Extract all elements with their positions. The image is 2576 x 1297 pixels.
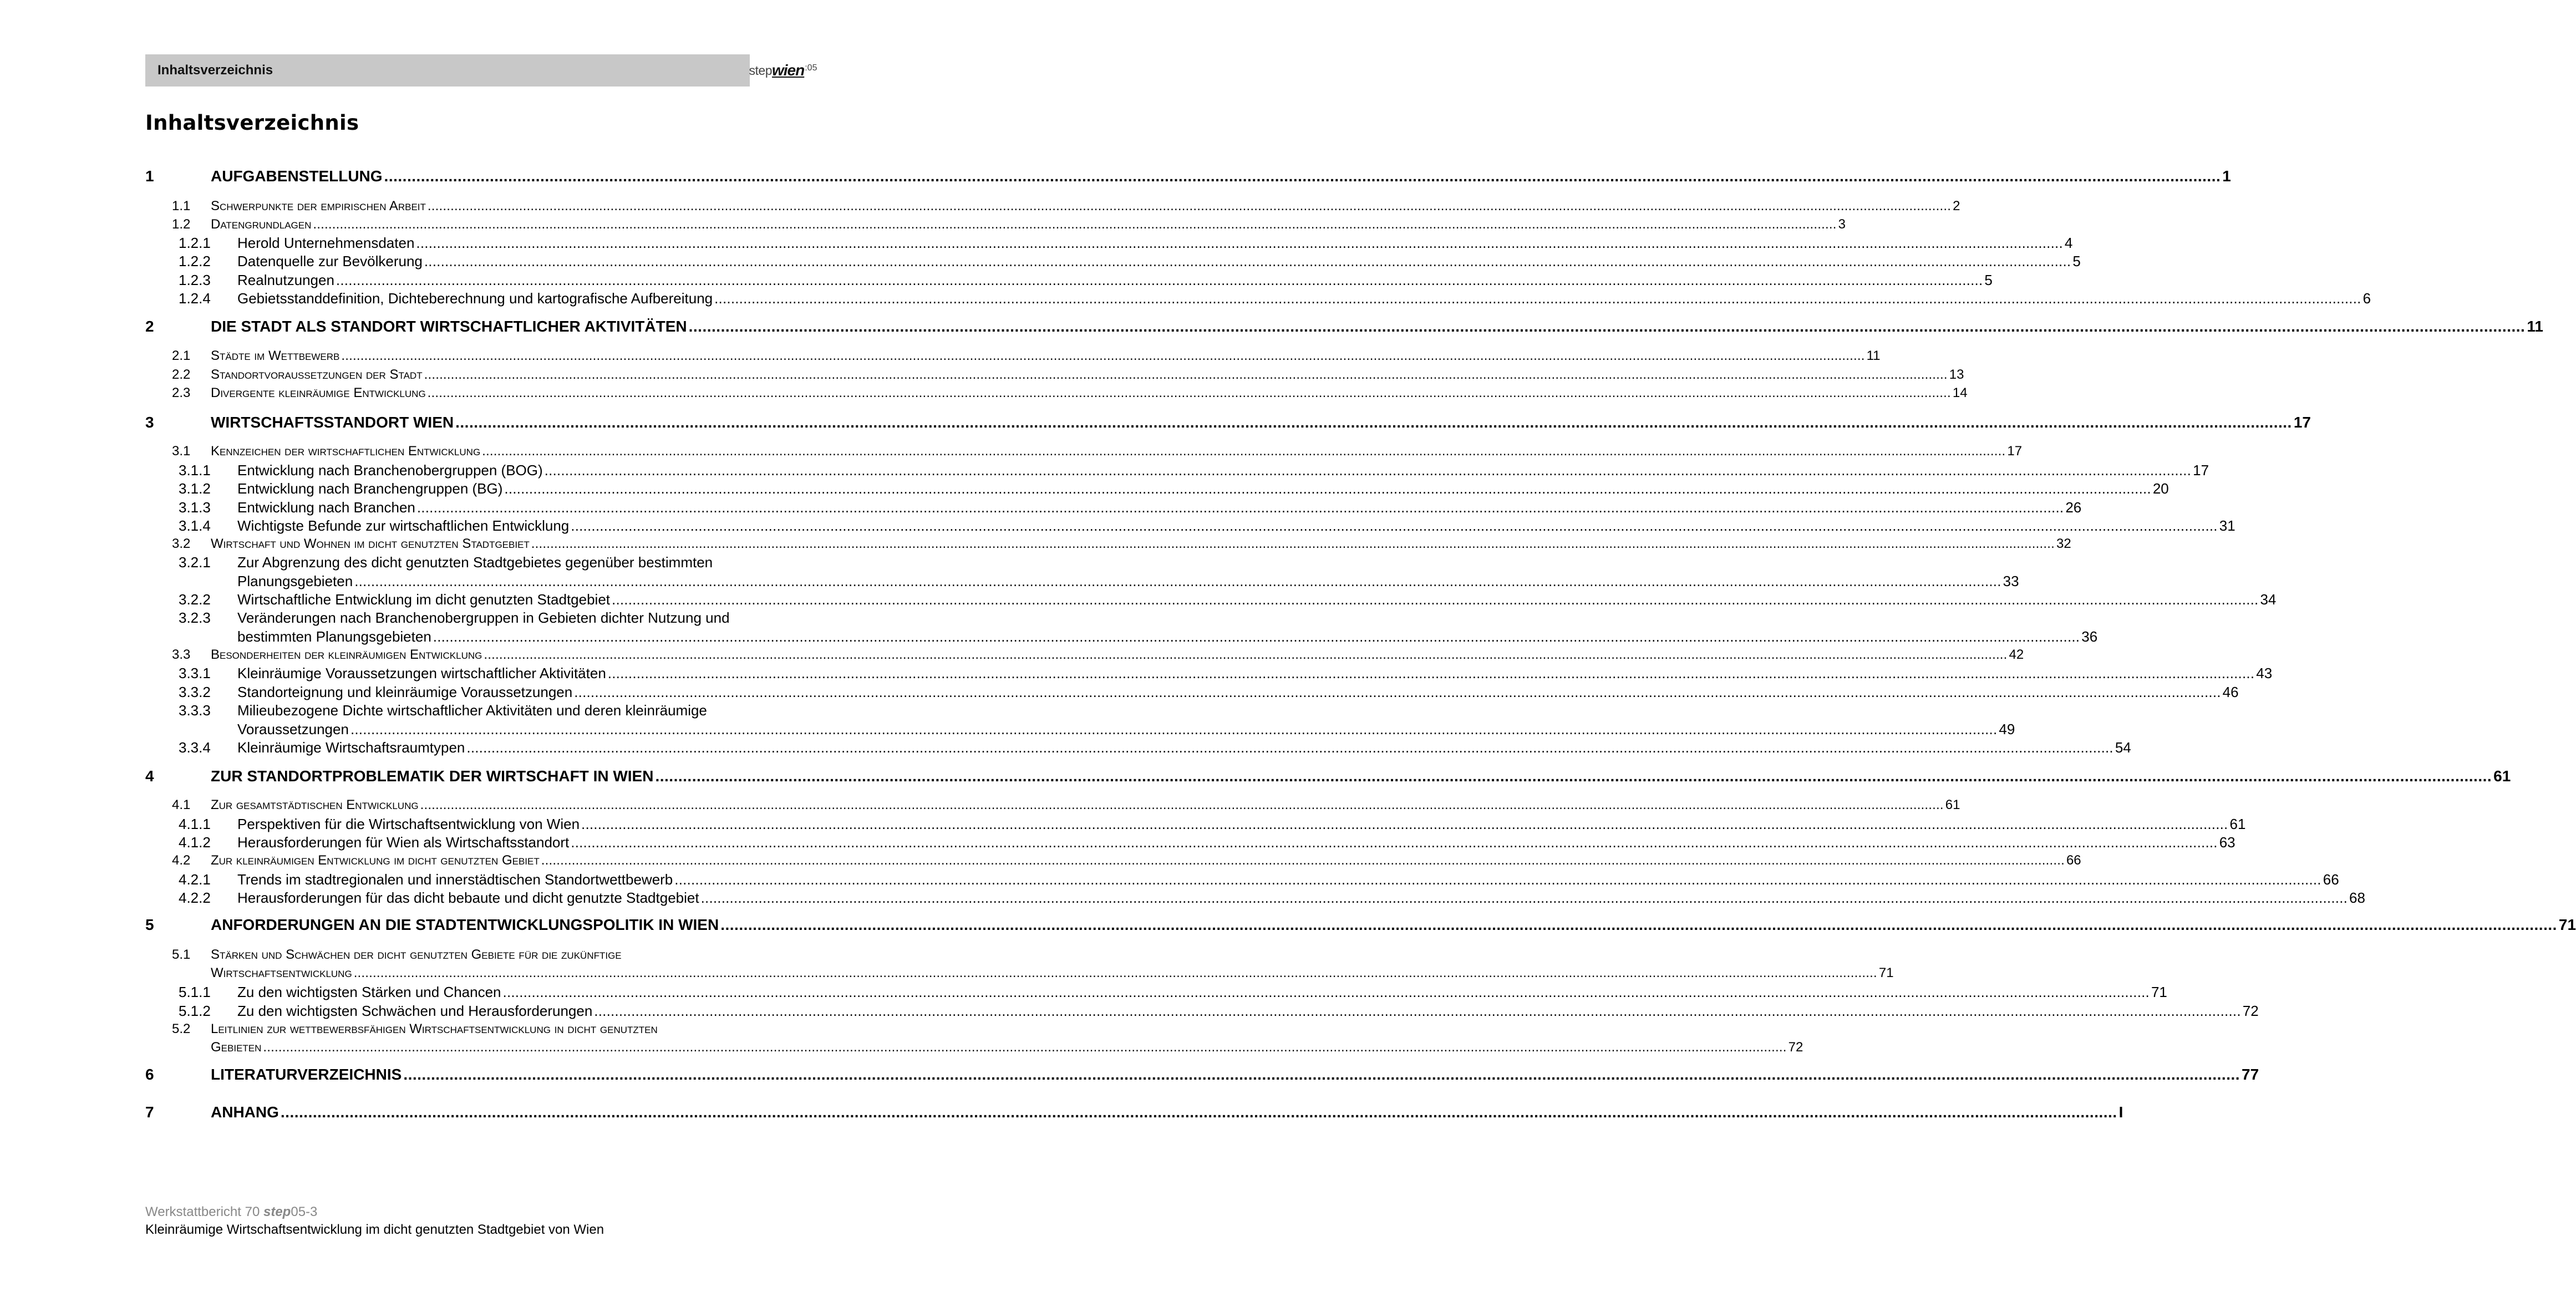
toc-page-number: 66 bbox=[2066, 853, 2081, 868]
toc-entry-subsection[interactable] bbox=[179, 253, 2081, 270]
toc-leader-dots: ................................................................................................................................................................................................................................................................................................................................................................................................................ bbox=[336, 272, 1983, 288]
toc-title: Gebietsstanddefinition, Dichteberechnung und kartografische Aufbereitung bbox=[237, 290, 713, 307]
toc-entry-section[interactable] bbox=[172, 853, 2081, 868]
toc-number: 3.2.3 bbox=[179, 609, 211, 626]
toc-title: Entwicklung nach Branchengruppen (BG) bbox=[237, 480, 503, 497]
toc-leader-dots: ................................................................................................................................................................................................................................................................................................................................................................................................................ bbox=[612, 591, 2259, 608]
toc-title: Kennzeichen der wirtschaftlichen Entwicklung bbox=[211, 444, 481, 459]
toc-leader-dots: ................................................................................................................................................................................................................................................................................................................................................................................................................ bbox=[541, 853, 2065, 868]
toc-number: 3 bbox=[145, 414, 154, 431]
toc-title: DIE STADT ALS STANDORT WIRTSCHAFTLICHER AKTIVITÄTEN bbox=[211, 318, 687, 335]
toc-page-number: 71 bbox=[2558, 916, 2576, 933]
toc-number: 3.3.1 bbox=[179, 665, 211, 681]
toc-entry-subsection[interactable] bbox=[179, 517, 2235, 535]
toc-number: 3.1.4 bbox=[179, 517, 211, 534]
toc-number: 4.1.1 bbox=[179, 816, 211, 832]
toc-entry-subsection[interactable] bbox=[179, 290, 2371, 307]
toc-title: Veränderungen nach Branchenobergruppen in Gebieten dichter Nutzung und bbox=[237, 609, 730, 626]
toc-page-number: 72 bbox=[2242, 1003, 2259, 1019]
toc-entry-chapter[interactable] bbox=[145, 318, 2543, 335]
toc-number: 5.2 bbox=[172, 1021, 191, 1036]
toc-entry-subsection-continuation[interactable] bbox=[179, 721, 2015, 738]
page-title: Inhaltsverzeichnis bbox=[145, 111, 359, 135]
toc-number: 3.3.3 bbox=[179, 702, 211, 719]
toc-leader-dots: ................................................................................................................................................................................................................................................................................................................................................................................................................ bbox=[466, 739, 2113, 756]
toc-title: ANHANG bbox=[211, 1103, 279, 1121]
toc-page-number: 32 bbox=[2056, 536, 2071, 551]
toc-number: 2.1 bbox=[172, 348, 191, 363]
toc-title: Standorteignung und kleinräumige Voraussetzungen bbox=[237, 684, 573, 700]
toc-title: Schwerpunkte der empirischen Arbeit bbox=[211, 199, 426, 213]
toc-title: Zur kleinräumigen Entwicklung im dicht genutzten Gebiet bbox=[211, 853, 540, 868]
toc-entry-chapter[interactable] bbox=[145, 916, 2576, 934]
toc-number: 1.2.3 bbox=[179, 272, 211, 288]
toc-entry-subsection[interactable] bbox=[179, 499, 2082, 516]
toc-entry-section[interactable] bbox=[172, 647, 2024, 663]
toc-title: Milieubezogene Dichte wirtschaftlicher Aktivitäten und deren kleinräumige bbox=[237, 702, 707, 719]
toc-page-number: 17 bbox=[2193, 462, 2209, 479]
toc-title: Wichtigste Befunde zur wirtschaftlichen Entwicklung bbox=[237, 517, 570, 534]
toc-page-number: 61 bbox=[2493, 767, 2511, 785]
toc-number: 4.2 bbox=[172, 853, 191, 868]
footer-report-suffix: 05-3 bbox=[291, 1204, 318, 1219]
toc-leader-dots: ................................................................................................................................................................................................................................................................................................................................................................................................................ bbox=[384, 167, 2221, 185]
toc-leader-dots: ................................................................................................................................................................................................................................................................................................................................................................................................................ bbox=[688, 318, 2526, 335]
toc-title-continuation: Planungsgebieten bbox=[237, 573, 353, 589]
toc-leader-dots: ................................................................................................................................................................................................................................................................................................................................................................................................................ bbox=[574, 684, 2221, 700]
toc-page-number: 2 bbox=[1953, 199, 1960, 213]
toc-page-number: 71 bbox=[1878, 965, 1894, 980]
toc-title: Zur gesamtstädtischen Entwicklung bbox=[211, 797, 419, 812]
toc-leader-dots: ................................................................................................................................................................................................................................................................................................................................................................................................................ bbox=[700, 889, 2348, 906]
toc-title: Datengrundlagen bbox=[211, 217, 312, 232]
toc-entry-chapter[interactable] bbox=[145, 1103, 2123, 1121]
toc-leader-dots: ................................................................................................................................................................................................................................................................................................................................................................................................................ bbox=[424, 367, 1948, 382]
toc-entry-subsection-first-line[interactable] bbox=[179, 702, 707, 719]
toc-number: 3.1.1 bbox=[179, 462, 211, 479]
toc-page-number: 46 bbox=[2222, 684, 2239, 700]
toc-number: 4.1.2 bbox=[179, 834, 211, 851]
toc-leader-dots: ................................................................................................................................................................................................................................................................................................................................................................................................................ bbox=[455, 414, 2292, 431]
logo-step-text: step bbox=[749, 63, 772, 78]
toc-number: 1.2.2 bbox=[179, 253, 211, 269]
toc-leader-dots: ................................................................................................................................................................................................................................................................................................................................................................................................................ bbox=[416, 499, 2064, 516]
footer-document-title: Kleinräumige Wirtschaftsentwicklung im dicht genutzten Stadtgebiet von Wien bbox=[145, 1222, 604, 1237]
toc-number: 2.3 bbox=[172, 385, 191, 400]
toc-leader-dots: ................................................................................................................................................................................................................................................................................................................................................................................................................ bbox=[581, 816, 2228, 832]
toc-entry-section[interactable] bbox=[172, 536, 2071, 552]
toc-entry-section[interactable] bbox=[172, 348, 1881, 364]
toc-number: 3.1.2 bbox=[179, 480, 211, 497]
toc-number: 1 bbox=[145, 167, 154, 185]
toc-number: 2.2 bbox=[172, 367, 191, 382]
toc-leader-dots: ................................................................................................................................................................................................................................................................................................................................................................................................................ bbox=[280, 1103, 2117, 1121]
toc-page-number: 77 bbox=[2242, 1066, 2259, 1083]
toc-title: Entwicklung nach Branchenobergruppen (BOG) bbox=[237, 462, 543, 479]
toc-title: WIRTSCHAFTSSTANDORT WIEN bbox=[211, 414, 454, 431]
toc-leader-dots: ................................................................................................................................................................................................................................................................................................................................................................................................................ bbox=[571, 517, 2218, 534]
toc-entry-section-continuation[interactable] bbox=[172, 965, 1894, 981]
toc-page-number: 20 bbox=[2152, 480, 2169, 497]
toc-leader-dots: ................................................................................................................................................................................................................................................................................................................................................................................................................ bbox=[482, 444, 2006, 459]
toc-title-continuation: Voraussetzungen bbox=[237, 721, 349, 737]
toc-title: Leitlinien zur wettbewerbsfähigen Wirtschaftsentwicklung in dicht genutzten bbox=[211, 1021, 658, 1036]
toc-leader-dots: ................................................................................................................................................................................................................................................................................................................................................................................................................ bbox=[484, 647, 2008, 662]
toc-number: 3.3.4 bbox=[179, 739, 211, 756]
toc-page-number: 42 bbox=[2009, 647, 2024, 662]
toc-title: Realnutzungen bbox=[237, 272, 334, 288]
toc-leader-dots: ................................................................................................................................................................................................................................................................................................................................................................................................................ bbox=[714, 290, 2361, 307]
toc-leader-dots: ................................................................................................................................................................................................................................................................................................................................................................................................................ bbox=[571, 834, 2218, 851]
toc-page-number: 49 bbox=[1999, 721, 2015, 737]
toc-title-continuation: Gebieten bbox=[211, 1040, 262, 1055]
toc-number: 1.2.4 bbox=[179, 290, 211, 307]
toc-number: 4 bbox=[145, 767, 154, 785]
toc-title: LITERATURVERZEICHNIS bbox=[211, 1066, 402, 1083]
toc-entry-subsection[interactable] bbox=[179, 889, 2365, 907]
toc-page-number: 72 bbox=[1788, 1040, 1803, 1055]
toc-title: Zu den wichtigsten Stärken und Chancen bbox=[237, 984, 501, 1000]
toc-entry-section-first-line[interactable] bbox=[172, 947, 622, 963]
toc-title: ANFORDERUNGEN AN DIE STADTENTWICKLUNGSPOLITIK IN WIEN bbox=[211, 916, 719, 933]
footer-report-prefix: Werkstattbericht 70 bbox=[145, 1204, 263, 1219]
toc-page-number: 54 bbox=[2115, 739, 2131, 756]
toc-entry-section-continuation[interactable] bbox=[172, 1040, 1803, 1055]
toc-entry-chapter[interactable] bbox=[145, 414, 2311, 431]
toc-leader-dots: ................................................................................................................................................................................................................................................................................................................................................................................................................ bbox=[354, 573, 2001, 589]
toc-number: 1.1 bbox=[172, 199, 191, 213]
toc-entry-subsection[interactable] bbox=[179, 871, 2339, 888]
toc-leader-dots: ................................................................................................................................................................................................................................................................................................................................................................................................................ bbox=[674, 871, 2321, 888]
toc-title: Trends im stadtregionalen und innerstädtischen Standortwettbewerb bbox=[237, 871, 673, 888]
toc-page-number: 61 bbox=[1945, 797, 1960, 812]
page-footer bbox=[145, 1203, 604, 1239]
toc-entry-section[interactable] bbox=[172, 367, 1964, 383]
toc-page-number: 43 bbox=[2256, 665, 2273, 681]
toc-page-number: 34 bbox=[2260, 591, 2277, 608]
running-header bbox=[145, 54, 816, 87]
toc-title: Kleinräumige Wirtschaftsraumtypen bbox=[237, 739, 465, 756]
toc-number: 4.2.2 bbox=[179, 889, 211, 906]
toc-title: Städte im Wettbewerb bbox=[211, 348, 340, 363]
toc-number: 3.2 bbox=[172, 536, 191, 551]
toc-page-number: 13 bbox=[1949, 367, 1964, 382]
toc-entry-subsection[interactable] bbox=[179, 1003, 2259, 1020]
toc-title: Wirtschaftliche Entwicklung im dicht genutzten Stadtgebiet bbox=[237, 591, 611, 608]
toc-page-number: 68 bbox=[2349, 889, 2365, 906]
toc-entry-chapter[interactable] bbox=[145, 767, 2511, 785]
toc-leader-dots: ................................................................................................................................................................................................................................................................................................................................................................................................................ bbox=[403, 1066, 2240, 1083]
toc-leader-dots: ................................................................................................................................................................................................................................................................................................................................................................................................................ bbox=[416, 235, 2063, 251]
toc-page-number: 11 bbox=[1866, 348, 1881, 363]
toc-title: Standortvoraussetzungen der Stadt bbox=[211, 367, 423, 382]
toc-number: 5.1 bbox=[172, 947, 191, 962]
toc-number: 2 bbox=[145, 318, 154, 335]
toc-number: 3.1.3 bbox=[179, 499, 211, 516]
toc-page-number: 6 bbox=[2362, 290, 2371, 307]
toc-number: 4.2.1 bbox=[179, 871, 211, 888]
toc-number: 3.2.2 bbox=[179, 591, 211, 608]
toc-leader-dots: ................................................................................................................................................................................................................................................................................................................................................................................................................ bbox=[607, 665, 2255, 681]
toc-page-number: 1 bbox=[2222, 167, 2231, 185]
step-wien-logo bbox=[750, 54, 816, 87]
toc-entry-section-first-line[interactable] bbox=[172, 1021, 658, 1037]
toc-entry-subsection-continuation[interactable] bbox=[179, 628, 2098, 645]
toc-entry-subsection[interactable] bbox=[179, 984, 2167, 1001]
toc-page-number: I bbox=[2118, 1103, 2123, 1121]
footer-step-label: step bbox=[263, 1204, 291, 1219]
toc-number: 5 bbox=[145, 916, 154, 933]
toc-leader-dots: ................................................................................................................................................................................................................................................................................................................................................................................................................ bbox=[313, 217, 1837, 232]
toc-page-number: 17 bbox=[2293, 414, 2311, 431]
toc-title: Kleinräumige Voraussetzungen wirtschaftlicher Aktivitäten bbox=[237, 665, 606, 681]
toc-leader-dots: ................................................................................................................................................................................................................................................................................................................................................................................................................ bbox=[502, 984, 2150, 1000]
toc-leader-dots: ................................................................................................................................................................................................................................................................................................................................................................................................................ bbox=[424, 253, 2071, 269]
toc-entry-subsection[interactable] bbox=[179, 480, 2169, 497]
toc-number: 1.2.1 bbox=[179, 235, 211, 251]
toc-leader-dots: ................................................................................................................................................................................................................................................................................................................................................................................................................ bbox=[427, 199, 1952, 213]
toc-leader-dots: ................................................................................................................................................................................................................................................................................................................................................................................................................ bbox=[427, 385, 1951, 400]
toc-page-number: 3 bbox=[1838, 217, 1846, 232]
toc-title: Herausforderungen für Wien als Wirtschaftsstandort bbox=[237, 834, 570, 851]
toc-entry-subsection[interactable] bbox=[179, 591, 2277, 608]
toc-page-number: 71 bbox=[2151, 984, 2167, 1000]
logo-wien-text: wien bbox=[772, 62, 805, 79]
toc-leader-dots: ................................................................................................................................................................................................................................................................................................................................................................................................................ bbox=[350, 721, 1998, 737]
toc-title: Besonderheiten der kleinräumigen Entwicklung bbox=[211, 647, 482, 662]
toc-page-number: 33 bbox=[2003, 573, 2019, 589]
toc-number: 5.1.1 bbox=[179, 984, 211, 1000]
toc-page-number: 17 bbox=[2007, 444, 2023, 459]
running-header-title: Inhaltsverzeichnis bbox=[157, 63, 273, 78]
toc-page-number: 36 bbox=[2081, 628, 2098, 645]
toc-leader-dots: ................................................................................................................................................................................................................................................................................................................................................................................................................ bbox=[504, 480, 2151, 497]
toc-number: 4.1 bbox=[172, 797, 191, 812]
toc-title: Stärken und Schwächen der dicht genutzten Gebiete für die zukünftige bbox=[211, 947, 622, 962]
logo-number-text: :05 bbox=[805, 63, 817, 73]
toc-leader-dots: ................................................................................................................................................................................................................................................................................................................................................................................................................ bbox=[531, 536, 2055, 551]
toc-title: Herold Unternehmensdaten bbox=[237, 235, 415, 251]
toc-page-number: 4 bbox=[2064, 235, 2073, 251]
toc-title: Zu den wichtigsten Schwächen und Herausforderungen bbox=[237, 1003, 593, 1019]
toc-entry-subsection[interactable] bbox=[179, 684, 2239, 701]
toc-number: 7 bbox=[145, 1103, 154, 1121]
toc-title: ZUR STANDORTPROBLEMATIK DER WIRTSCHAFT IN WIEN bbox=[211, 767, 654, 785]
toc-number: 3.2.1 bbox=[179, 554, 211, 571]
toc-leader-dots: ................................................................................................................................................................................................................................................................................................................................................................................................................ bbox=[544, 462, 2192, 479]
toc-entry-subsection-first-line[interactable] bbox=[179, 554, 713, 571]
toc-leader-dots: ................................................................................................................................................................................................................................................................................................................................................................................................................ bbox=[655, 767, 2492, 785]
toc-number: 5.1.2 bbox=[179, 1003, 211, 1019]
toc-entry-section[interactable] bbox=[172, 444, 2023, 459]
toc-page-number: 11 bbox=[2527, 318, 2543, 335]
toc-entry-section[interactable] bbox=[172, 797, 1960, 813]
toc-entry-subsection[interactable] bbox=[179, 834, 2235, 851]
toc-entry-subsection-first-line[interactable] bbox=[179, 609, 730, 627]
toc-page-number: 31 bbox=[2219, 517, 2235, 534]
toc-page-number: 14 bbox=[1952, 385, 1968, 400]
toc-title: Divergente kleinräumige Entwicklung bbox=[211, 385, 426, 400]
toc-leader-dots: ................................................................................................................................................................................................................................................................................................................................................................................................................ bbox=[720, 916, 2557, 933]
toc-page-number: 5 bbox=[2072, 253, 2081, 269]
toc-leader-dots: ................................................................................................................................................................................................................................................................................................................................................................................................................ bbox=[433, 628, 2080, 645]
toc-page-number: 26 bbox=[2065, 499, 2082, 516]
toc-entry-subsection[interactable] bbox=[179, 462, 2209, 479]
toc-entry-subsection[interactable] bbox=[179, 272, 1993, 289]
toc-leader-dots: ................................................................................................................................................................................................................................................................................................................................................................................................................ bbox=[420, 797, 1944, 812]
toc-number: 3.1 bbox=[172, 444, 191, 459]
toc-entry-section[interactable] bbox=[172, 199, 1960, 214]
toc-title-continuation: bestimmten Planungsgebieten bbox=[237, 628, 431, 645]
toc-title: Zur Abgrenzung des dicht genutzten Stadtgebietes gegenüber bestimmten bbox=[237, 554, 713, 571]
toc-page-number: 61 bbox=[2229, 816, 2246, 832]
toc-number: 3.3 bbox=[172, 647, 191, 662]
toc-title: AUFGABENSTELLUNG bbox=[211, 167, 383, 185]
toc-title: Herausforderungen für das dicht bebaute und dicht genutzte Stadtgebiet bbox=[237, 889, 699, 906]
toc-title-continuation: Wirtschaftsentwicklung bbox=[211, 965, 352, 980]
toc-title: Perspektiven für die Wirtschaftsentwicklung von Wien bbox=[237, 816, 580, 832]
toc-number: 6 bbox=[145, 1066, 154, 1083]
toc-entry-chapter[interactable] bbox=[145, 1066, 2259, 1084]
toc-page-number: 66 bbox=[2323, 871, 2339, 888]
toc-title: Entwicklung nach Branchen bbox=[237, 499, 415, 516]
toc-number: 1.2 bbox=[172, 217, 191, 232]
toc-number: 3.3.2 bbox=[179, 684, 211, 700]
toc-entry-section[interactable] bbox=[172, 217, 1846, 232]
toc-title: Datenquelle zur Bevölkerung bbox=[237, 253, 423, 269]
toc-page-number: 63 bbox=[2219, 834, 2235, 851]
toc-entry-chapter[interactable] bbox=[145, 167, 2231, 185]
toc-entry-subsection[interactable] bbox=[179, 739, 2131, 756]
toc-leader-dots: ................................................................................................................................................................................................................................................................................................................................................................................................................ bbox=[263, 1040, 1787, 1055]
toc-entry-section[interactable] bbox=[172, 385, 1968, 401]
toc-entry-subsection[interactable] bbox=[179, 235, 2073, 252]
toc-entry-subsection[interactable] bbox=[179, 816, 2246, 833]
toc-leader-dots: ................................................................................................................................................................................................................................................................................................................................................................................................................ bbox=[341, 348, 1865, 363]
toc-page-number: 5 bbox=[1984, 272, 1993, 288]
toc-title: Wirtschaft und Wohnen im dicht genutzten Stadtgebiet bbox=[211, 536, 530, 551]
footer-report-number bbox=[145, 1203, 604, 1221]
toc-entry-subsection-continuation[interactable] bbox=[179, 573, 2019, 590]
toc-leader-dots: ................................................................................................................................................................................................................................................................................................................................................................................................................ bbox=[353, 965, 1877, 980]
toc-entry-subsection[interactable] bbox=[179, 665, 2273, 682]
toc-leader-dots: ................................................................................................................................................................................................................................................................................................................................................................................................................ bbox=[594, 1003, 2241, 1019]
